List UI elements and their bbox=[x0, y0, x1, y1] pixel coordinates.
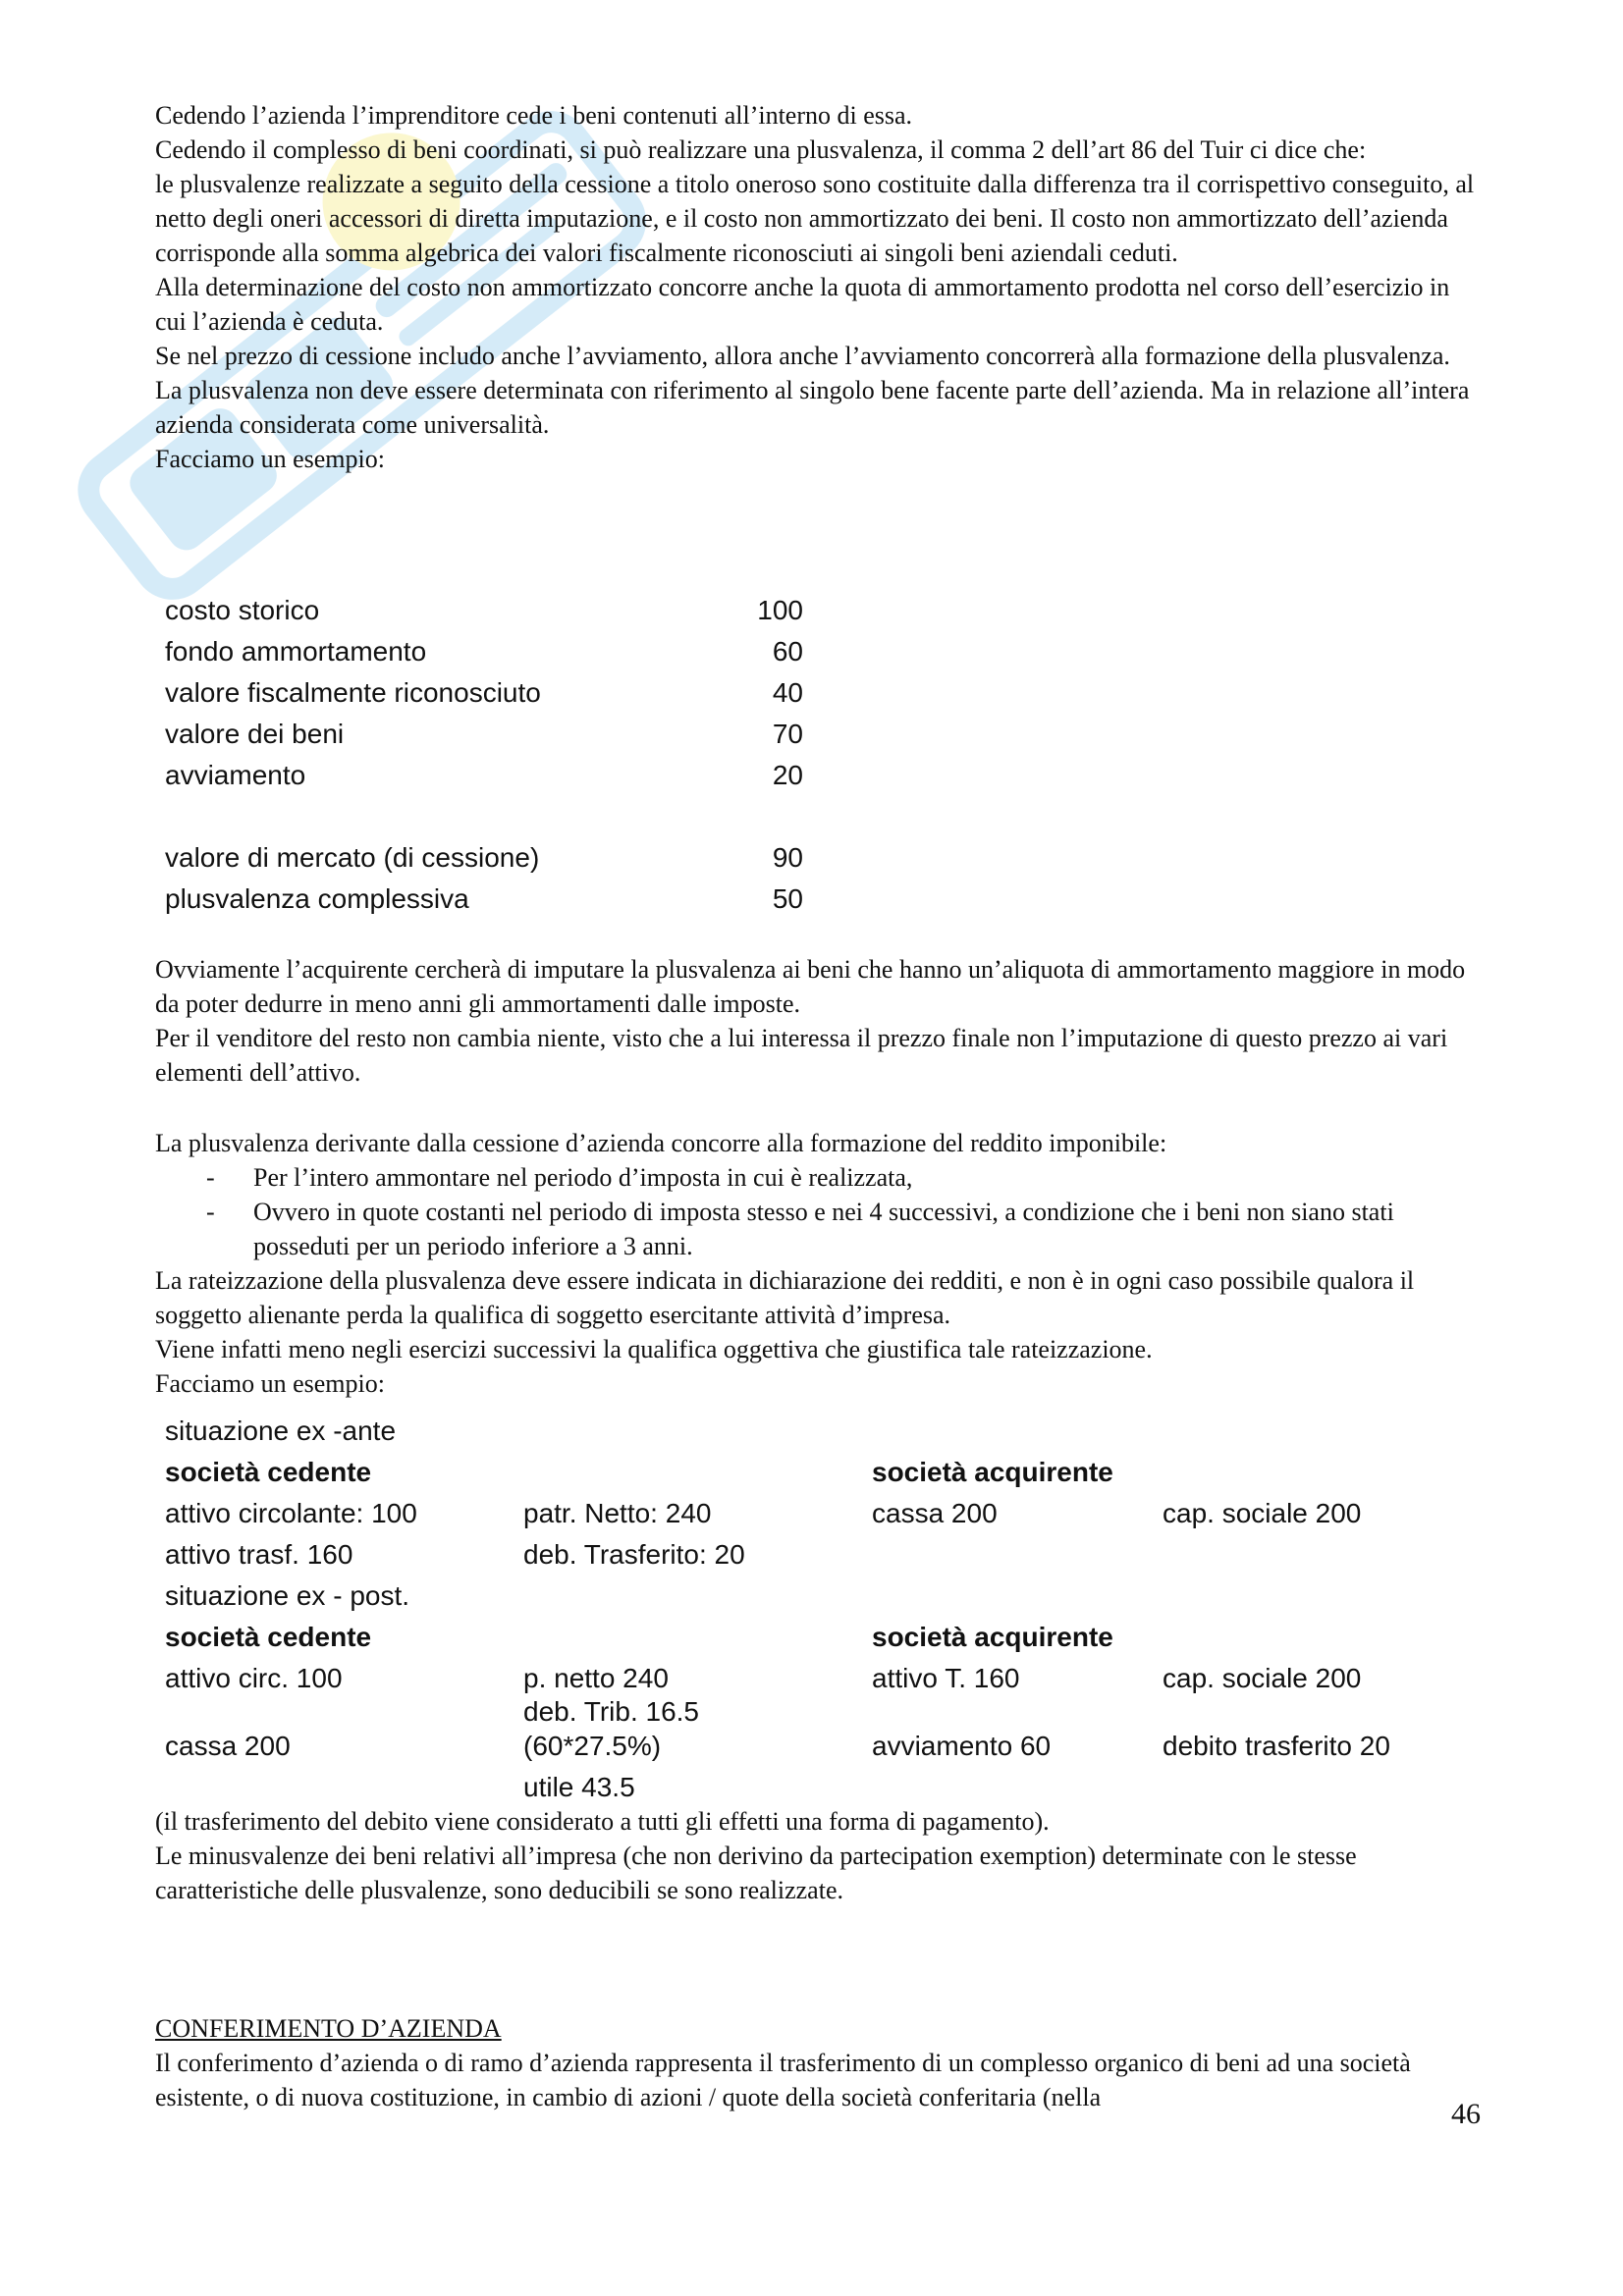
cedente-heading: società cedente bbox=[165, 1457, 372, 1487]
paragraph: Cedendo l’azienda l’imprenditore cede i beni contenuti all’interno di essa. bbox=[155, 101, 913, 130]
table-cell: deb. Trasferito: 20 bbox=[523, 1539, 745, 1570]
page-number: 46 bbox=[1451, 2098, 1481, 2130]
paragraph: Facciamo un esempio: bbox=[155, 1369, 385, 1398]
table-cell: attivo circolante: 100 bbox=[165, 1498, 417, 1528]
bullet-marker: - bbox=[206, 1163, 215, 1192]
paragraph: Viene infatti meno negli esercizi successivi la qualifica oggettiva che giustifica tale rateizzazione. bbox=[155, 1335, 1153, 1363]
table-cell: debito trasferito 20 bbox=[1163, 1731, 1390, 1761]
row-label: valore di mercato (di cessione) bbox=[165, 842, 540, 873]
row-label: valore fiscalmente riconosciuto bbox=[165, 677, 541, 708]
paragraph: Facciamo un esempio: bbox=[155, 445, 385, 473]
row-value: 100 bbox=[757, 595, 803, 625]
paragraph: Se nel prezzo di cessione includo anche l’avviamento, allora anche l’avviamento concorrerà alla formazione della plusvalenza. bbox=[155, 342, 1450, 370]
intro-text bbox=[155, 98, 1481, 476]
table-row bbox=[165, 714, 803, 755]
list-item-text: Per l’intero ammontare nel periodo d’imposta in cui è realizzata, bbox=[253, 1163, 913, 1192]
table-cell: attivo T. 160 bbox=[872, 1663, 1020, 1693]
table-row bbox=[165, 672, 803, 714]
mid-text bbox=[155, 952, 1481, 1090]
paragraph: Cedendo il complesso di beni coordinati, si può realizzare una plusvalenza, il comma 2 dell’art 86 del Tuir ci dice che: bbox=[155, 135, 1367, 164]
paragraph: Il conferimento d’azienda o di ramo d’azienda rappresenta il trasferimento di un complesso organico di beni ad una società esistente, o di nuova costituzione, in cambio di azioni / quote della società conferitaria (nella bbox=[155, 2049, 1411, 2111]
row-value: 50 bbox=[772, 883, 803, 914]
table-cell: deb. Trib. 16.5 bbox=[523, 1696, 700, 1727]
table-row bbox=[165, 755, 803, 796]
row-label: costo storico bbox=[165, 595, 320, 625]
paragraph: Per il venditore del resto non cambia niente, visto che a lui interessa il prezzo finale non l’imputazione di questo prezzo ai vari elementi dell’attivo. bbox=[155, 1024, 1448, 1087]
table-cell: cassa 200 bbox=[165, 1731, 291, 1761]
final-text bbox=[155, 2046, 1481, 2114]
acquirente-heading: società acquirente bbox=[872, 1457, 1113, 1487]
paragraph: La plusvalenza non deve essere determinata con riferimento al singolo bene facente parte dell’azienda. Ma in relazione all’intera azienda considerata come universalità. bbox=[155, 376, 1470, 439]
end-text bbox=[155, 1804, 1481, 1907]
table-cell: cassa 200 bbox=[872, 1498, 998, 1528]
table-cell: attivo circ. 100 bbox=[165, 1663, 343, 1693]
table-cell: (60*27.5%) bbox=[523, 1731, 662, 1761]
table-cell: p. netto 240 bbox=[523, 1663, 669, 1693]
bullet-marker: - bbox=[206, 1198, 215, 1226]
table-cell: cap. sociale 200 bbox=[1163, 1498, 1362, 1528]
table-cell: cap. sociale 200 bbox=[1163, 1663, 1362, 1693]
table-row bbox=[165, 837, 803, 879]
acquirente-heading: società acquirente bbox=[872, 1622, 1113, 1652]
paragraph: Ovviamente l’acquirente cercherà di imputare la plusvalenza ai beni che hanno un’aliquota di ammortamento maggiore in modo da poter dedurre in meno anni gli ammortamenti dalle imposte. bbox=[155, 955, 1466, 1018]
paragraph: La rateizzazione della plusvalenza deve essere indicata in dichiarazione dei redditi, e non è in ogni caso possibile qualora il soggetto alienante perda la qualifica di soggetto esercitante attività d’impresa. bbox=[155, 1266, 1415, 1329]
bullet-list bbox=[155, 1160, 1481, 1263]
rate-text bbox=[155, 1126, 1481, 1401]
cedente-heading: società cedente bbox=[165, 1622, 372, 1652]
row-label: plusvalenza complessiva bbox=[165, 883, 469, 914]
table-cell: avviamento 60 bbox=[872, 1731, 1052, 1761]
table-cell: utile 43.5 bbox=[523, 1772, 635, 1802]
row-value: 70 bbox=[772, 719, 803, 749]
list-item bbox=[155, 1160, 1481, 1195]
paragraph: (il trasferimento del debito viene considerato a tutti gli effetti una forma di pagamento). bbox=[155, 1807, 1050, 1836]
ex-ante-label: situazione ex -ante bbox=[165, 1415, 397, 1446]
paragraph: Le minusvalenze dei beni relativi all’impresa (che non derivino da partecipation exemption) determinate con le stesse caratteristiche delle plusvalenze, sono deducibili se sono realizzate. bbox=[155, 1842, 1357, 1904]
table-cell: patr. Netto: 240 bbox=[523, 1498, 712, 1528]
list-item bbox=[155, 1195, 1481, 1263]
table-row bbox=[165, 879, 803, 920]
section-title: CONFERIMENTO D’AZIENDA bbox=[155, 2014, 502, 2043]
example-table-1 bbox=[165, 590, 803, 920]
row-value: 40 bbox=[772, 677, 803, 708]
ex-post-label: situazione ex - post. bbox=[165, 1580, 410, 1611]
row-label: fondo ammortamento bbox=[165, 636, 427, 667]
row-value: 20 bbox=[772, 760, 803, 790]
table-row bbox=[165, 590, 803, 631]
row-label: avviamento bbox=[165, 760, 306, 790]
row-value: 90 bbox=[772, 842, 803, 873]
paragraph: La plusvalenza derivante dalla cessione d’azienda concorre alla formazione del reddito imponibile: bbox=[155, 1129, 1167, 1157]
paragraph: le plusvalenze realizzate a seguito della cessione a titolo oneroso sono costituite dalla differenza tra il corrispettivo conseguito, al netto degli oneri accessori di diretta imputazione, e il costo non ammortizzato dei beni. Il costo non ammortizzato dell’azienda corrisponde alla somma algebrica dei valori fiscalmente riconosciuti ai singoli beni aziendali ceduti. bbox=[155, 170, 1475, 267]
paragraph: Alla determinazione del costo non ammortizzato concorre anche la quota di ammortamento prodotta nel corso dell’esercizio in cui l’azienda è ceduta. bbox=[155, 273, 1450, 336]
row-label: valore dei beni bbox=[165, 719, 345, 749]
table-cell: attivo trasf. 160 bbox=[165, 1539, 353, 1570]
row-value: 60 bbox=[772, 636, 803, 667]
table-row bbox=[165, 631, 803, 672]
list-item-text: Ovvero in quote costanti nel periodo di imposta stesso e nei 4 successivi, a condizione che i beni non siano stati posseduti per un periodo inferiore a 3 anni. bbox=[253, 1198, 1394, 1260]
